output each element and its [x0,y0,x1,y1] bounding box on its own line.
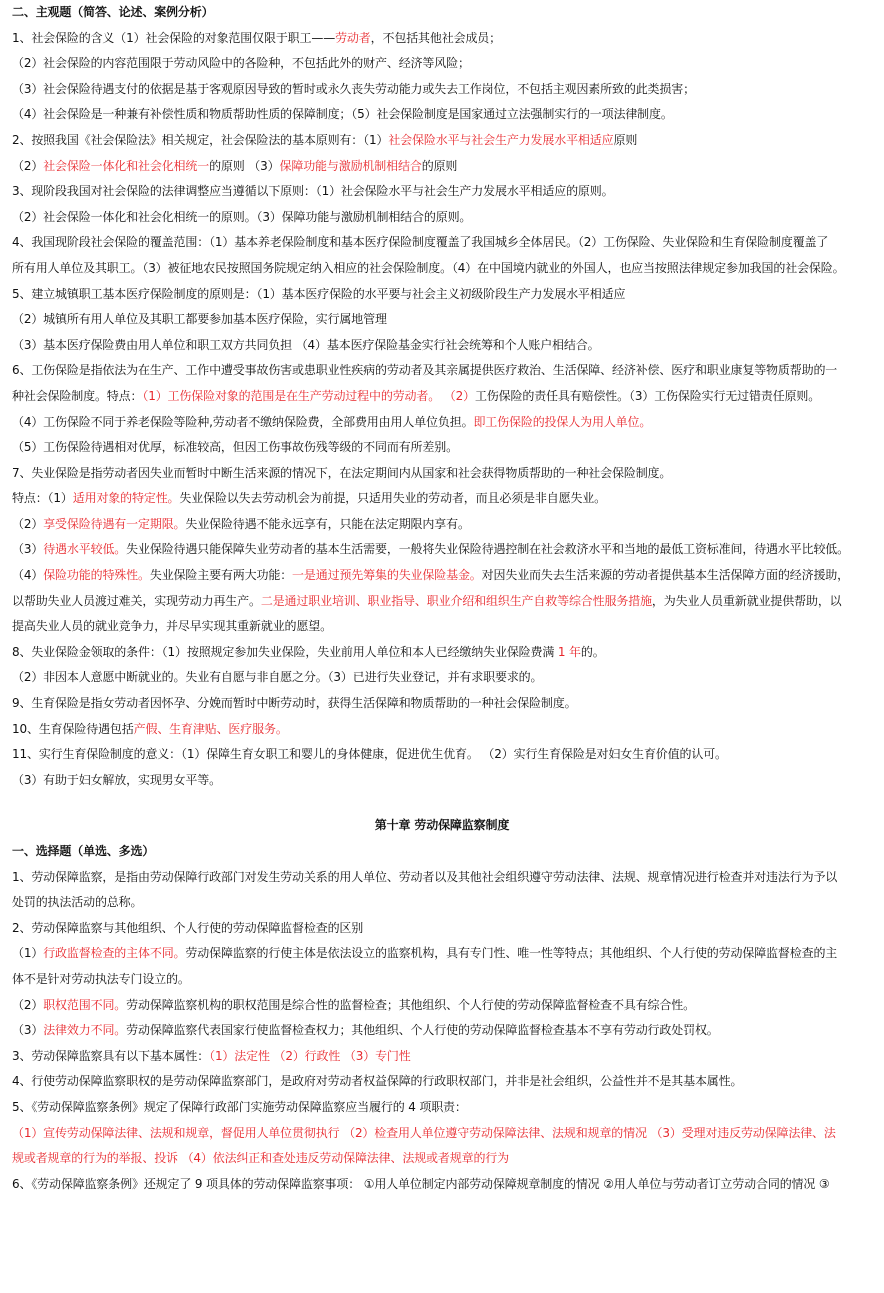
text-line [12,1121,872,1147]
text-run: （4） [12,568,44,583]
text-run: 一、选择题（单选、多选） [12,844,155,858]
text-line [12,614,872,640]
highlighted-text: （1）法定性 （2）行政性 （3）专门性 [209,1048,411,1063]
text-line [12,768,872,794]
section-heading [12,0,872,26]
text-line [12,865,872,891]
text-run: 特点：（1） [12,491,73,506]
text-run: （5）工伤保险待遇相对优厚，标准较高，但因工伤事故伤残等级的不同而有所差别。 [12,440,458,455]
text-run: （3）社会保险待遇支付的依据是基于客观原因导致的暂时或永久丧失劳动能力或失去工作岗位，不包括主观因素所致的此类损害； [12,81,695,96]
text-line [12,384,872,410]
text-line [12,26,872,52]
text-run: 10、生育保险待遇包括 [12,721,134,736]
text-run: 工伤保险的责任具有赔偿性。（3）工伤保险实行无过错责任原则。 [474,388,821,403]
text-run: 劳动保障监察机构的职权范围是综合性的监督检查；其他组织、个人行使的劳动保障监督检查不具有综合性。 [126,997,695,1012]
text-line [12,358,872,384]
text-run: 1、社会保险的含义（1）社会保险的对象范围仅限于职工—— [12,30,336,45]
text-run: 4、行使劳动保障监察职权的是劳动保障监察部门，是政府对劳动者权益保障的行政职权部门，并非是社会组织，公益性并不是其基本属性。 [12,1074,743,1089]
highlighted-text: 保障功能与激励机制相结合 [279,158,422,173]
text-run: 失业保险主要有两大功能： [149,568,293,583]
text-line [12,486,872,512]
text-run: 的原则 （3） [209,158,280,173]
highlighted-text: 享受保险待遇有一定期限。 [43,516,186,531]
text-run: 失业保险以失去劳动机会为前提，只适用失业的劳动者，而且必须是非自愿失业。 [179,491,607,506]
highlighted-text: 待遇水平较低。 [43,542,127,557]
text-run: 2、劳动保障监察与其他组织、个人行使的劳动保障监督检查的区别 [12,920,364,935]
text-line [12,537,872,563]
text-run: （2） [12,158,44,173]
text-line [12,1018,872,1044]
highlighted-text: （1）工伤保险对象的范围是在生产劳动过程中的劳动者。 （2） [142,388,475,403]
text-line [12,333,872,359]
text-run: 劳动保障监察代表国家行使监督检查权力；其他组织、个人行使的劳动保障监督检查基本不享有劳动行政处罚权。 [126,1023,719,1038]
section-heading [12,839,872,865]
highlighted-text: 一是通过预先筹集的失业保险基金。 [292,568,482,583]
text-line [12,691,872,717]
text-run: （3）基本医疗保险费由用人单位和职工双方共同负担 （4）基本医疗保险基金实行社会统筹和个人账户相结合。 [12,337,600,352]
highlighted-text: 产假、生育津贴、医疗服务。 [133,721,288,736]
text-run: 11、实行生育保险制度的意义：（1）保障生育女职工和婴儿的身体健康，促进优生优育。 （2）实行生育保险是对妇女生育价值的认可。 [12,747,727,762]
highlighted-text: 社会保险一体化和社会化相统一 [43,158,210,173]
text-line [12,589,872,615]
text-line [12,665,872,691]
text-line [12,179,872,205]
text-line [12,717,872,743]
text-run: ，不包括其他社会成员； [370,30,501,45]
document-page [12,0,872,1197]
text-run: 原则 [613,132,638,147]
text-run: ，为失业人员重新就业提供帮助，以 [651,593,842,608]
text-run: 6、工伤保险是指依法为在生产、工作中遭受事故伤害或患职业性疾病的劳动者及其亲属提供医疗救治、生活保障、经济补偿、医疗和职业康复等物质帮助的一 [12,363,838,378]
text-line [12,128,872,154]
text-line [12,1146,872,1172]
text-line [12,916,872,942]
text-line [12,967,872,993]
text-line [12,890,872,916]
section-heading [12,813,872,839]
text-run: 第十章 劳动保障监察制度 [374,818,510,833]
text-run: （2）非因本人意愿中断就业的。失业有自愿与非自愿之分。（3）已进行失业登记，并有求职要求的。 [12,670,543,685]
text-run: （3）有助于妇女解放，实现男女平等。 [12,772,221,787]
text-run: （1） [12,946,44,961]
text-run: （4）工伤保险不同于养老保险等险种,劳动者不缴纳保险费，全部费用由用人单位负担。 [12,414,474,429]
text-run: （2）城镇所有用人单位及其职工都要参加基本医疗保险，实行属地管理 [12,312,387,327]
highlighted-text: 社会保险水平与社会生产力发展水平相适应 [388,132,614,147]
text-run: 3、现阶段我国对社会保险的法律调整应当遵循以下原则：（1）社会保险水平与社会生产力发展水平相适应的原则。 [12,184,614,199]
text-run: 7、失业保险是指劳动者因失业而暂时中断生活来源的情况下，在法定期间内从国家和社会获得物质帮助的一种社会保险制度。 [12,465,672,480]
text-run: 所有用人单位及其职工。（3）被征地农民按照国务院规定纳入相应的社会保险制度。（4）在中国境内就业的外国人，也应当按照法律规定参加我国的社会保险。 [12,260,845,275]
text-run: 体不是针对劳动执法专门设立的。 [12,971,190,986]
highlighted-text: 1 年 [557,644,581,659]
text-line [12,563,872,589]
text-run: 提高失业人员的就业竞争力，并尽早实现其重新就业的愿望。 [12,619,332,634]
text-line [12,941,872,967]
text-run: （3） [12,1023,44,1038]
text-run: 6、《劳动保障监察条例》还规定了 9 项具体的劳动保障监察事项： ①用人单位制定内部劳动保障规章制度的情况 ②用人单位与劳动者订立劳动合同的情况 ③ [12,1176,830,1191]
text-run: 对因失业而失去生活来源的劳动者提供基本生活保障方面的经济援助， [481,568,850,583]
text-line [12,307,872,333]
text-line [12,77,872,103]
text-line [12,410,872,436]
text-run: （2） [12,997,44,1012]
text-run: 2、按照我国《社会保险法》相关规定，社会保险法的基本原则有：（1） [12,132,389,147]
text-run: 3、劳动保障监察具有以下基本属性： [12,1048,210,1063]
text-run: 4、我国现阶段社会保险的覆盖范围：（1）基本养老保险制度和基本医疗保险制度覆盖了我国城乡全体居民。（2）工伤保险、失业保险和生育保险制度覆盖了 [12,235,829,250]
highlighted-text: 职权范围不同。 [43,997,127,1012]
text-run: 8、失业保险金领取的条件：（1）按照规定参加失业保险，失业前用人单位和本人已经缴纳失业保险费满 [12,644,558,659]
text-run: （2）社会保险一体化和社会化相统一的原则。（3）保障功能与激励机制相结合的原则。 [12,209,472,224]
text-run: （4）社会保险是一种兼有补偿性质和物质帮助性质的保障制度；（5）社会保险制度是国家通过立法强制实行的一项法律制度。 [12,107,673,122]
text-line [12,51,872,77]
highlighted-text: 法律效力不同。 [43,1023,127,1038]
text-line [12,435,872,461]
text-run: 9、生育保险是指女劳动者因怀孕、分娩而暂时中断劳动时，获得生活保障和物质帮助的一种社会保险制度。 [12,696,577,711]
text-run: 二、主观题（简答、论述、案例分析） [12,5,214,19]
text-line [12,1095,872,1121]
text-line [12,205,872,231]
text-run: （2）社会保险的内容范围限于劳动风险中的各险种，不包括此外的财产、经济等风险； [12,56,470,71]
text-run: 处罚的执法活动的总称。 [12,895,143,910]
text-line [12,230,872,256]
text-run: 以帮助失业人员渡过难关，实现劳动力再生产。 [12,593,261,608]
highlighted-text: 即工伤保险的投保人为用人单位。 [473,414,652,429]
highlighted-text: 适用对象的特定性。 [72,491,180,506]
highlighted-text: 保险功能的特殊性。 [43,568,150,583]
highlighted-text: 行政监督检查的主体不同。 [43,946,186,961]
text-run: 失业保险待遇不能永远享有，只能在法定期限内享有。 [185,516,470,531]
text-run: 劳动保障监察的行使主体是依法设立的监察机构，具有专门性、唯一性等特点；其他组织、个人行使的劳动保障监督检查的主 [185,946,838,961]
text-run: 的原则 [421,158,458,173]
text-line [12,993,872,1019]
highlighted-text: 劳动者 [335,30,371,45]
text-run: 5、《劳动保障监察条例》规定了保障行政部门实施劳动保障监察应当履行的 4 项职责： [12,1099,467,1114]
highlighted-text: （1）宣传劳动保障法律、法规和规章，督促用人单位贯彻执行 （2）检查用人单位遵守劳动保障法律、法规和规章的情况 （3）受理对违反劳动保障法律、法 [12,1125,836,1140]
text-line [12,256,872,282]
text-line [12,742,872,768]
highlighted-text: 二是通过职业培训、职业指导、职业介绍和组织生产自救等综合性服务措施 [260,593,652,608]
section-spacer [12,793,872,813]
text-line [12,1044,872,1070]
text-run: 5、建立城镇职工基本医疗保险制度的原则是：（1）基本医疗保险的水平要与社会主义初级阶段生产力发展水平相适应 [12,286,626,301]
text-line [12,1069,872,1095]
highlighted-text: 规或者规章的行为的举报、投诉 （4）依法纠正和查处违反劳动保障法律、法规或者规章的行为 [12,1151,510,1166]
text-line [12,154,872,180]
text-line [12,1172,872,1198]
text-run: （2） [12,516,44,531]
text-run: 种社会保险制度。特点： [12,388,143,403]
text-line [12,640,872,666]
text-run: 失业保险待遇只能保障失业劳动者的基本生活需要，一般将失业保险待遇控制在社会救济水平和当地的最低工资标准间，待遇水平比较低。 [126,542,849,557]
text-line [12,102,872,128]
text-run: 的。 [580,644,605,659]
text-line [12,282,872,308]
text-line [12,512,872,538]
text-run: （3） [12,542,44,557]
text-line [12,461,872,487]
text-run: 1、劳动保障监察，是指由劳动保障行政部门对发生劳动关系的用人单位、劳动者以及其他社会组织遵守劳动法律、法规、规章情况进行检查并对违法行为予以 [12,869,838,884]
